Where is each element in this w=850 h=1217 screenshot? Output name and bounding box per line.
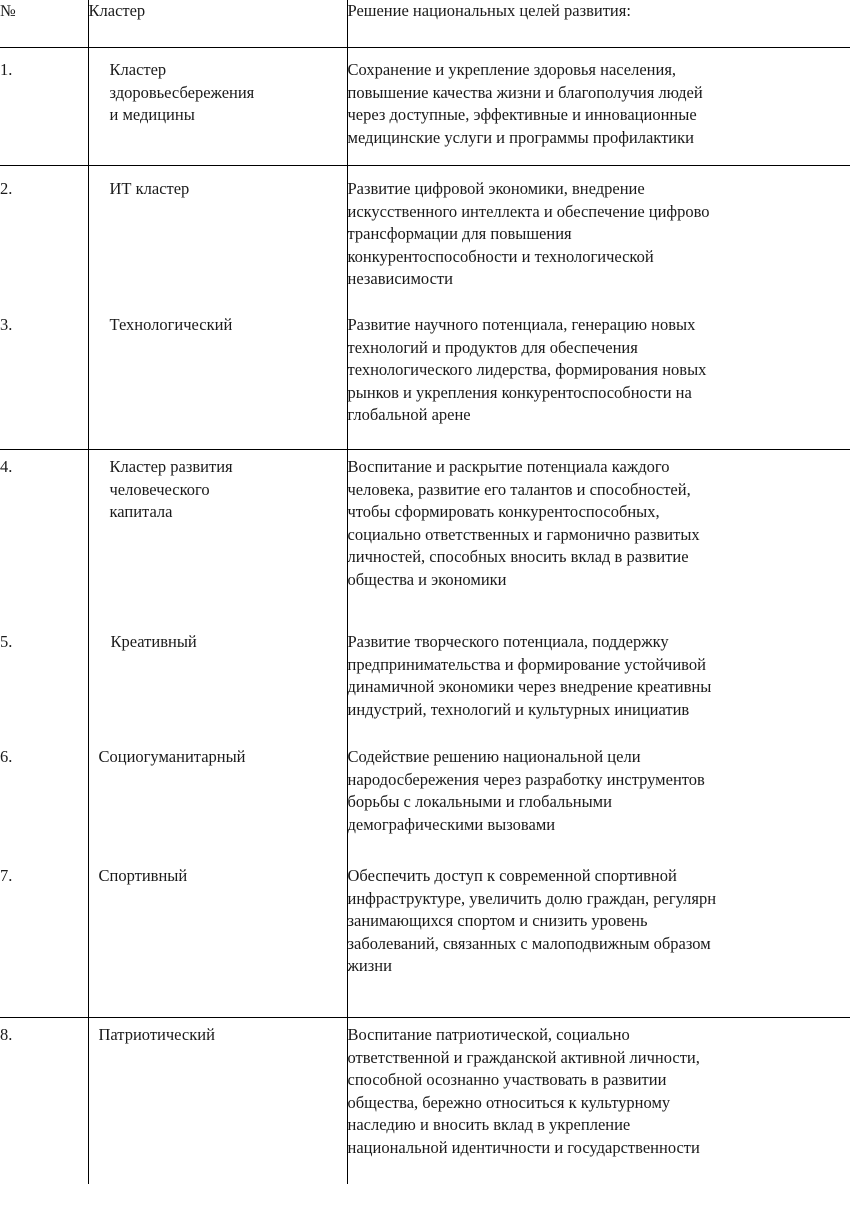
goal-text [347,865,850,1018]
goal-line: технологий и продуктов для обеспечения [347,337,638,357]
goal-text [347,746,850,865]
goal-line: рынков и укрепления конкурентоспособности на [347,382,692,402]
cluster-name [88,314,347,450]
goal-line: чтобы сформировать конкурентоспособных, [347,502,660,521]
goal-line: способной осознанно участвовать в развитии [347,1070,667,1089]
cluster-name-line: Кластер развития [109,457,233,476]
cluster-name [88,1018,347,1185]
cluster-name-line: капитала [109,502,173,521]
goal-line: искусственного интеллекта и обеспечение цифрово [347,201,710,221]
table-row [0,450,850,632]
goal-line: Воспитание патриотической, социально [347,1025,630,1044]
goal-line: Воспитание и раскрытие потенциала каждого [347,457,670,476]
row-number: 1. [0,48,88,166]
row-number: 5. [0,632,13,651]
table-row [0,48,850,166]
row-number: 8. [0,1025,13,1044]
goal-line: Содействие решению национальной цели [347,747,641,766]
cluster-name-line: ИТ кластер [109,179,190,198]
goal-text [347,1018,850,1185]
goal-text [347,314,850,450]
goal-line: жизни [347,956,392,975]
goal-line: конкурентоспособности и технологической [347,246,654,266]
cluster-name-line: Социогуманитарный [98,747,246,766]
goal-line: предпринимательства и формирование устойчивой [347,654,706,674]
row-number: 6. [0,747,13,766]
cluster-name-line: человеческого [109,479,210,499]
goal-line: Сохранение и укрепление здоровья населения, [347,60,677,79]
row-number: 2. [0,179,13,198]
goal-line: трансформации для повышения [347,224,572,243]
cluster-name-line: Креативный [110,632,197,651]
cluster-name [88,631,347,746]
goal-line: Развитие творческого потенциала, поддержку [347,632,669,651]
row-number: 4. [0,457,13,476]
goal-text [347,48,850,166]
cluster-name-line: Кластер [109,60,167,79]
goal-line: динамичной экономики через внедрение креативны [347,677,712,696]
cluster-name-line: Технологический [109,315,233,334]
goal-line: ответственной и гражданской активной личности, [347,1047,700,1067]
goal-line: социально ответственных и гармонично развитых [347,524,700,544]
cluster-name [88,166,347,315]
goal-line: общества, бережно относиться к культурному [347,1092,671,1112]
goal-line: Развитие научного потенциала, генерацию новых [347,315,696,334]
cluster-name-line: и медицины [109,105,195,124]
cluster-name [88,48,347,166]
cluster-name-line: Патриотический [98,1025,215,1044]
cluster-name [88,450,347,632]
goal-line: личностей, способных вносить вклад в развитие [347,547,689,566]
goal-line: народосбережения через разработку инструментов [347,769,705,789]
table-row [0,865,850,1018]
row-number: 7. [0,865,88,1018]
goal-text [347,631,850,746]
table-header-row [0,0,850,48]
goal-line: занимающихся спортом и снизить уровень [347,911,648,930]
table-row [0,746,850,865]
goal-line: национальной идентичности и государственности [347,1137,700,1157]
row-number: 3. [0,314,88,450]
goal-line: индустрий, технологий и культурных инициатив [347,699,690,719]
cluster-name-line: Спортивный [98,866,188,885]
goal-line: через доступные, эффективные и инновационные [347,105,697,124]
header-cluster: Кластер [88,0,347,48]
goal-line: человека, развитие его талантов и способностей, [347,479,691,499]
goal-line: Обеспечить доступ к современной спортивной [347,866,677,885]
cluster-name [88,865,347,1018]
table-row [0,166,850,315]
table-row [0,314,850,450]
goal-line: технологического лидерства, формирования новых [347,360,707,379]
goal-text [347,450,850,632]
goal-line: наследию и вносить вклад в укрепление [347,1115,631,1134]
goal-line: глобальной арене [347,405,471,424]
cluster-name [88,746,347,865]
goal-line: заболеваний, связанных с малоподвижным образом [347,933,711,953]
goal-line: демографическими вызовами [347,814,556,834]
goal-line: независимости [347,269,453,288]
goal-line: инфраструктуре, увеличить долю граждан, регулярн [347,888,717,908]
table-row [0,631,850,746]
goal-line: повышение качества жизни и благополучия людей [347,82,703,102]
goal-line: Развитие цифровой экономики, внедрение [347,179,645,198]
goal-line: общества и экономики [347,569,507,589]
cluster-name-line: здоровьесбережения [109,82,255,102]
goal-line: медицинские услуги и программы профилактики [347,127,694,147]
table-row [0,1018,850,1185]
goal-line: борьбы с локальными и глобальными [347,792,612,811]
header-goal: Решение национальных целей развития: [347,0,850,48]
header-number: № [0,0,88,48]
goal-text [347,166,850,315]
